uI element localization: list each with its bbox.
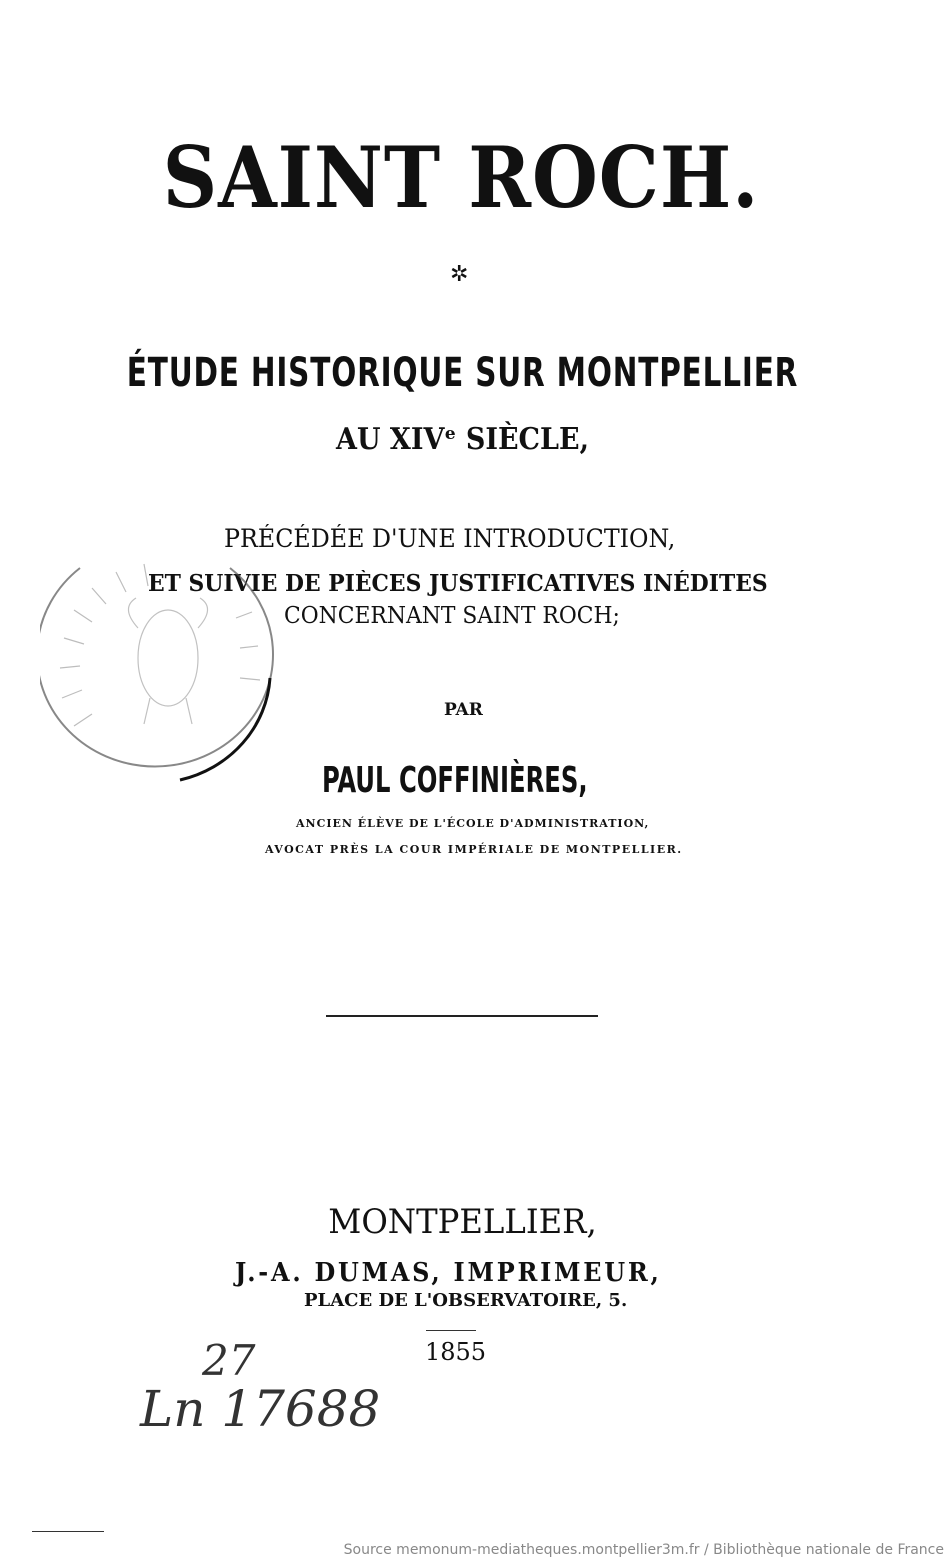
publication-year: 1855 (425, 1338, 487, 1366)
intro-line-1: PRÉCÉDÉE D'UNE INTRODUCTION, (224, 524, 676, 553)
author-name: PAUL COFFINIÈRES, (322, 760, 588, 801)
margin-line (32, 1531, 104, 1532)
subtitle-line-2: AU XIVᵉ SIÈCLE, (336, 422, 589, 457)
publication-city: MONTPELLIER, (328, 1202, 597, 1242)
subtitle-line-1: ÉTUDE HISTORIQUE SUR MONTPELLIER (126, 350, 799, 396)
book-title: SAINT ROCH. (162, 128, 760, 227)
library-seal-icon (40, 548, 286, 784)
author-credential-1: ANCIEN ÉLÈVE DE L'ÉCOLE D'ADMINISTRATION, (296, 817, 650, 830)
printer-address: PLACE DE L'OBSERVATOIRE, 5. (304, 1290, 628, 1311)
by-label: PAR (444, 700, 483, 720)
divider-rule (326, 1015, 598, 1017)
year-rule (426, 1330, 476, 1331)
intro-line-2: ET SUIVIE DE PIÈCES JUSTIFICATIVES INÉDITES (148, 570, 768, 597)
intro-line-3: CONCERNANT SAINT ROCH; (284, 603, 620, 629)
source-credit: Source memonum-mediatheques.montpellier3m.fr / Bibliothèque nationale de France (343, 1542, 944, 1558)
author-credential-2: AVOCAT PRÈS LA COUR IMPÉRIALE DE MONTPELLIER. (265, 843, 683, 856)
shelfmark-bottom: Ln 17688 (140, 1380, 381, 1438)
printer-name: J.-A. DUMAS, IMPRIMEUR, (235, 1258, 662, 1288)
shelfmark-top: 27 (202, 1336, 256, 1385)
ornament-icon: ✲ (450, 262, 469, 287)
